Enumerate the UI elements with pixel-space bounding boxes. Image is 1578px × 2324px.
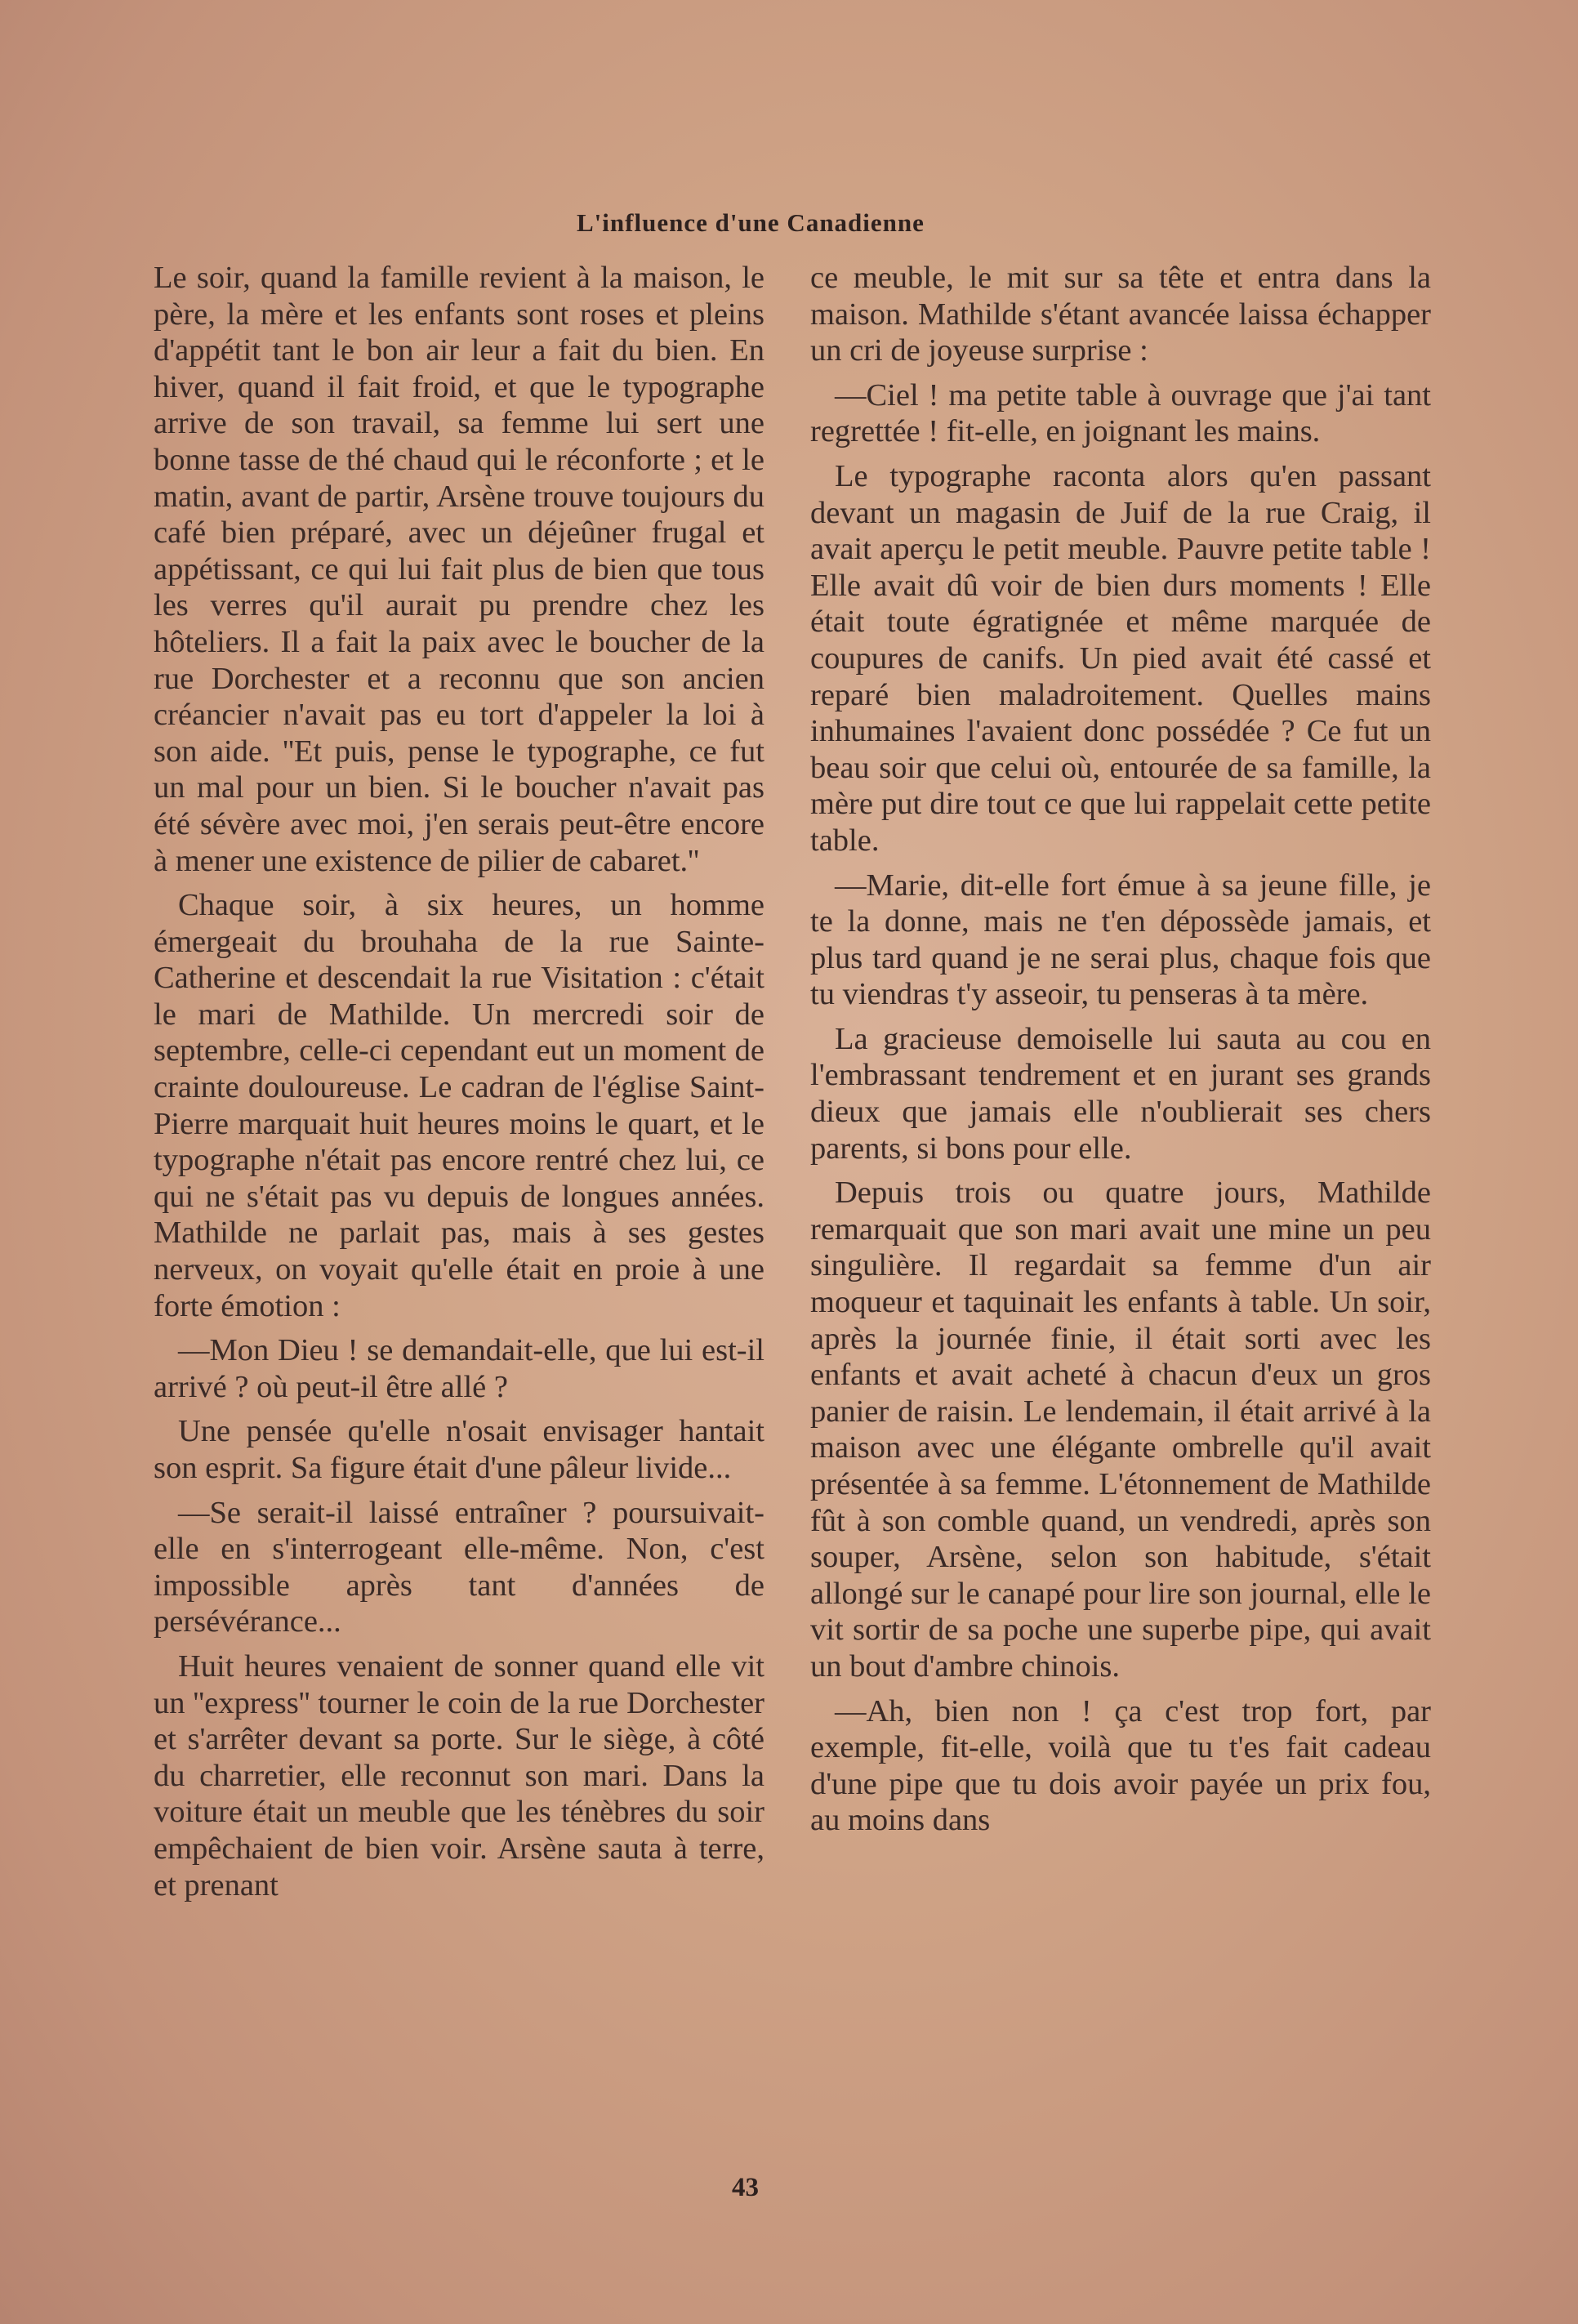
paragraph: —Mon Dieu ! se demandait-elle, que lui est-il arrivé ? où peut-il être allé ? <box>154 1333 764 1404</box>
right-column <box>810 260 1431 1847</box>
paragraph: —Se serait-il laissé entraîner ? poursuivait-elle en s'interrogeant elle-même. Non, c'est impossible après tant d'années de persévérance... <box>154 1495 764 1639</box>
paragraph: Depuis trois ou quatre jours, Mathilde remarquait que son mari avait une mine un peu singulière. Il regardait sa femme d'un air moqueur et taquinait les enfants à table. Un soir, après la journée finie, il était sorti avec les enfants et avait acheté à chacun d'eux un gros panier de raisin. Le lendemain, il était arrivé à la maison avec une élégante ombrelle qu'il avait présentée à sa femme. L'étonnement de Mathilde fût à son comble quand, un vendredi, après son souper, Arsène, selon son habitude, s'était allongé sur le canapé pour lire son journal, elle le vit sortir de sa poche une superbe pipe, qui avait un bout d'ambre chinois. <box>810 1175 1431 1684</box>
paragraph: Huit heures venaient de sonner quand elle vit un ''express'' tourner le coin de la rue Dorchester et s'arrêter devant sa porte. Sur le siège, à côté du charretier, elle reconnut son mari. Dans la voiture était un meuble que les ténèbres du soir empêchaient de bien voir. Arsène sauta à terre, et prenant <box>154 1648 764 1902</box>
paragraph: Le typographe raconta alors qu'en passant devant un magasin de Juif de la rue Craig, il avait aperçu le petit meuble. Pauvre petite table ! Elle avait dû voir de bien durs moments ! Elle était toute égratignée et même marquée de coupures de canifs. Un pied avait été cassé et reparé bien maladroitement. Quelles mains inhumaines l'avaient donc possédée ? Ce fut un beau soir que celui où, entourée de sa famille, la mère put dire tout ce que lui rappelait cette petite table. <box>810 458 1431 858</box>
paragraph: —Marie, dit-elle fort émue à sa jeune fille, je te la donne, mais ne t'en dépossède jamais, et plus tard quand je ne serai plus, chaque fois que tu viendras t'y asseoir, tu penseras à ta mère. <box>810 868 1431 1012</box>
paragraph: —Ah, bien non ! ça c'est trop fort, par exemple, fit-elle, voilà que tu t'es fait cadeau d'une pipe que tu dois avoir payée un prix fou, au moins dans <box>810 1693 1431 1838</box>
paragraph: Une pensée qu'elle n'osait envisager hantait son esprit. Sa figure était d'une pâleur livide... <box>154 1414 764 1485</box>
left-column <box>154 260 764 1911</box>
running-head: L'influence d'une Canadienne <box>577 208 925 237</box>
page-number: 43 <box>732 2173 759 2202</box>
paragraph: ce meuble, le mit sur sa tête et entra dans la maison. Mathilde s'étant avancée laissa échapper un cri de joyeuse surprise : <box>810 261 1431 368</box>
paragraph: Chaque soir, à six heures, un homme émergeait du brouhaha de la rue Sainte-Catherine et descendait la rue Visitation : c'était le mari de Mathilde. Un mercredi soir de septembre, celle-ci cependant eut un moment de crainte douloureuse. Le cadran de l'église Saint-Pierre marquait huit heures moins le quart, et le typographe n'était pas encore rentré chez lui, ce qui ne s'était pas vu depuis de longues années. Mathilde ne parlait pas, mais à ses gestes nerveux, on voyait qu'elle était en proie à une forte émotion : <box>154 888 764 1323</box>
paragraph: —Ciel ! ma petite table à ouvrage que j'ai tant regrettée ! fit-elle, en joignant les mains. <box>810 377 1431 449</box>
paragraph: Le soir, quand la famille revient à la maison, le père, la mère et les enfants sont roses et pleins d'appétit tant le bon air leur a fait du bien. En hiver, quand il fait froid, et que le typographe arrive de son travail, sa femme lui sert une bonne tasse de thé chaud qui le réconforte ; et le matin, avant de partir, Arsène trouve toujours du café bien préparé, avec un déjeûner frugal et appétissant, ce qui lui fait plus de bien que tous les verres qu'il aurait pu prendre chez les hôteliers. Il a fait la paix avec le boucher de la rue Dorchester et a reconnu que son ancien créancier n'avait pas eu tort d'appeler la loi à son aide. ''Et puis, pense le typographe, ce fut un mal pour un bien. Si le boucher n'avait pas été sévère avec moi, j'en serais peut-être encore à mener une existence de pilier de cabaret.'' <box>154 261 764 878</box>
paragraph: La gracieuse demoiselle lui sauta au cou en l'embrassant tendrement et en jurant ses grands dieux que jamais elle n'oublierait ses chers parents, si bons pour elle. <box>810 1021 1431 1166</box>
